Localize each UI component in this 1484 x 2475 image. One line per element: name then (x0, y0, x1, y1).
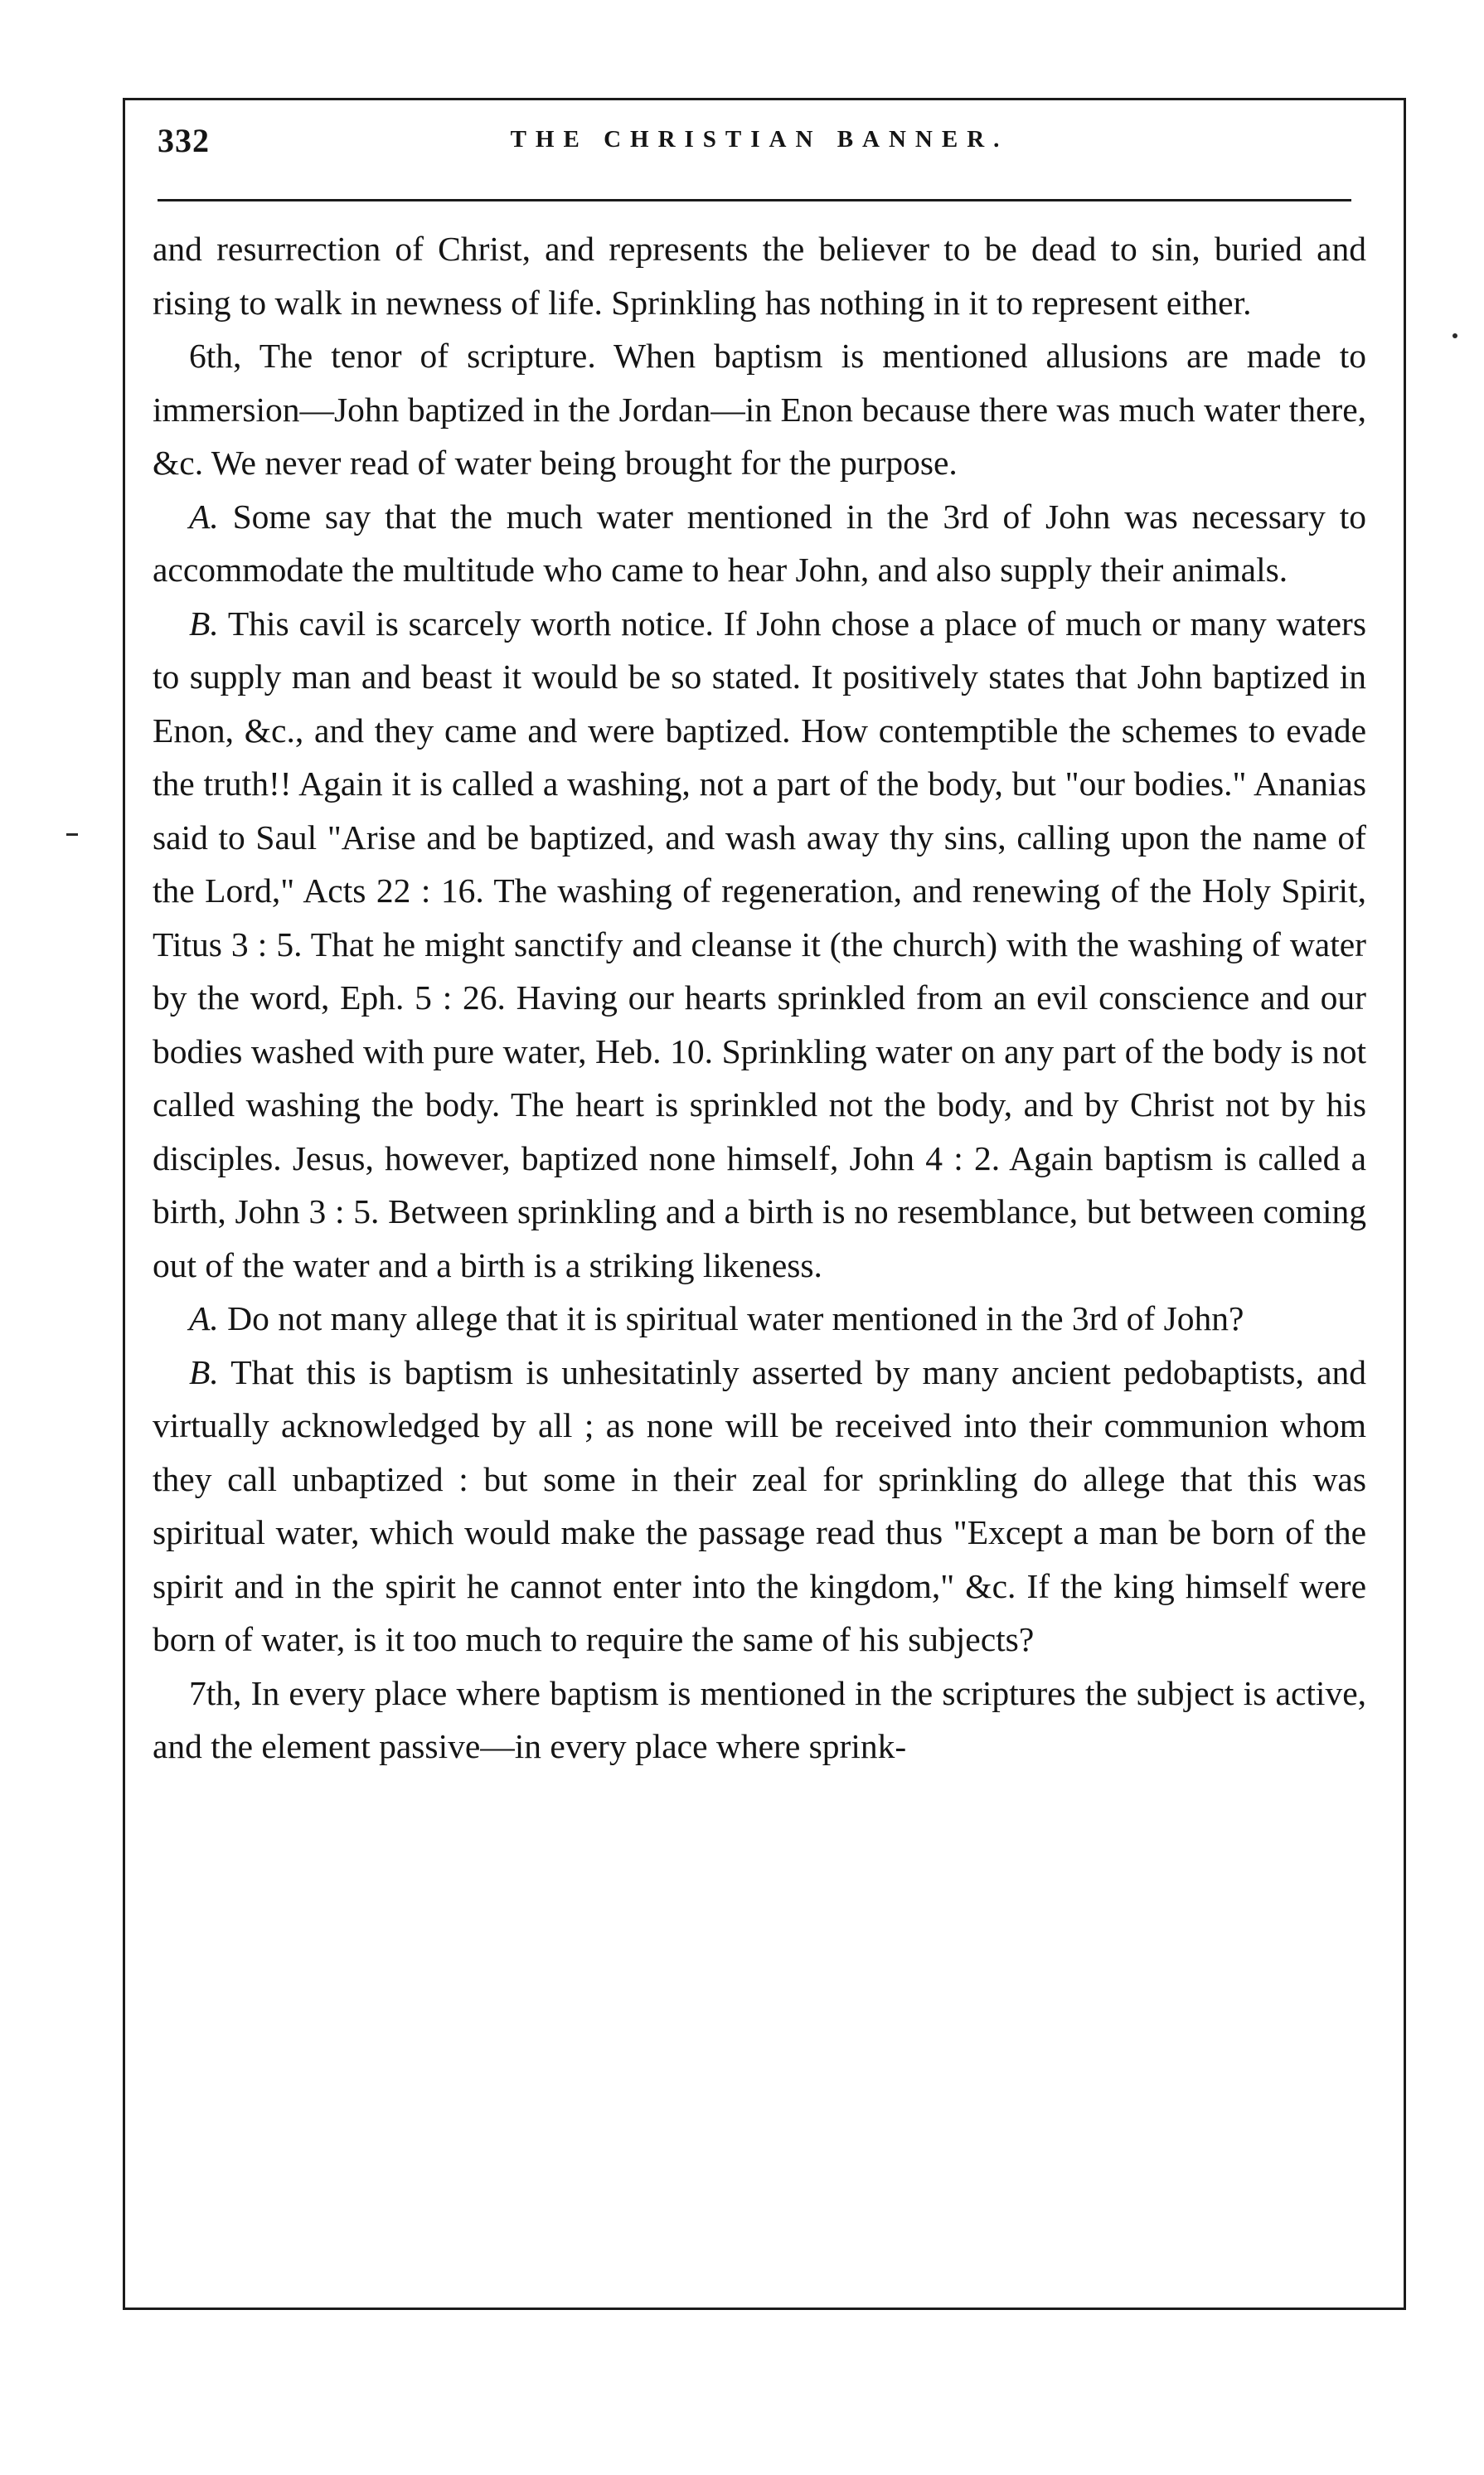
paragraph-text: and resurrection of Christ, and represents the believer to be dead to sin, buried and rising to walk in newness of life. Sprinkling has nothing in it to represent either. (153, 230, 1366, 322)
speaker-label: B. (189, 604, 219, 643)
paragraph-text: Some say that the much water mentioned in the 3rd of John was necessary to accommodate the multitude who came to hear John, and also supply their animals. (153, 497, 1366, 589)
margin-mark (66, 833, 78, 836)
paragraph (153, 1667, 1366, 1774)
dialogue-paragraph (153, 1292, 1366, 1346)
running-title: THE CHRISTIAN BANNER. (510, 126, 1009, 153)
paragraph (153, 329, 1366, 490)
paragraph-text: That this is baptism is unhesitatinly asserted by many ancient pedobaptists, and virtually acknowledged by all ; as none will be received into their communion whom they call unbaptized : but some in their zeal for sprinkling do allege that this was spiritual water, which would make the passage read thus "Except a man be born of the spirit and in the spirit he cannot enter into the kingdom," &c. If the king himself were born of water, is it too much to require the same of his subjects? (153, 1352, 1366, 1658)
paragraph-text: 6th, The tenor of scripture. When baptism is mentioned allusions are made to immersion—John baptized in the Jordan—in Enon because there was much water there, &c. We never read of water being brought for the purpose. (153, 337, 1366, 482)
page-number: 332 (158, 122, 210, 159)
speaker-label: A. (189, 497, 219, 536)
speaker-label: B. (189, 1352, 219, 1391)
dialogue-paragraph (153, 490, 1366, 597)
article-body (153, 222, 1366, 1774)
speaker-label: A. (189, 1299, 219, 1337)
paragraph-text: Do not many allege that it is spiritual water mentioned in the 3rd of John? (218, 1299, 1244, 1337)
paragraph (153, 222, 1366, 329)
page-header (146, 118, 1373, 167)
margin-mark (1452, 333, 1457, 338)
paragraph-text: This cavil is scarcely worth notice. If John chose a place of much or many waters to supply man and beast it would be so stated. It positively states that John baptized in Enon, &c., and they came and were baptized. How contemptible the schemes to evade the truth!! Again it is called a washing, not a part of the body, but "our bodies." Ananias said to Saul "Arise and be baptized, and wash away thy sins, calling upon the name of the Lord," Acts 22 : 16. The washing of regeneration, and renewing of the Holy Spirit, Titus 3 : 5. That he might sanctify and cleanse it (the church) with the washing of water by the word, Eph. 5 : 26. Having our hearts sprinkled from an evil conscience and our bodies washed with pure water, Heb. 10. Sprinkling water on any part of the body is not called washing the body. The heart is sprinkled not the body, and by Christ not by his disciples. Jesus, however, baptized none himself, John 4 : 2. Again baptism is called a birth, John 3 : 5. Between sprinkling and a birth is no resemblance, but between coming out of the water and a birth is a striking likeness. (153, 604, 1366, 1284)
dialogue-paragraph (153, 597, 1366, 1293)
header-rule (158, 199, 1351, 201)
dialogue-paragraph (153, 1346, 1366, 1667)
paragraph-text: 7th, In every place where baptism is mentioned in the scriptures the subject is active, and the element passive—in every place where sprink- (153, 1673, 1366, 1765)
